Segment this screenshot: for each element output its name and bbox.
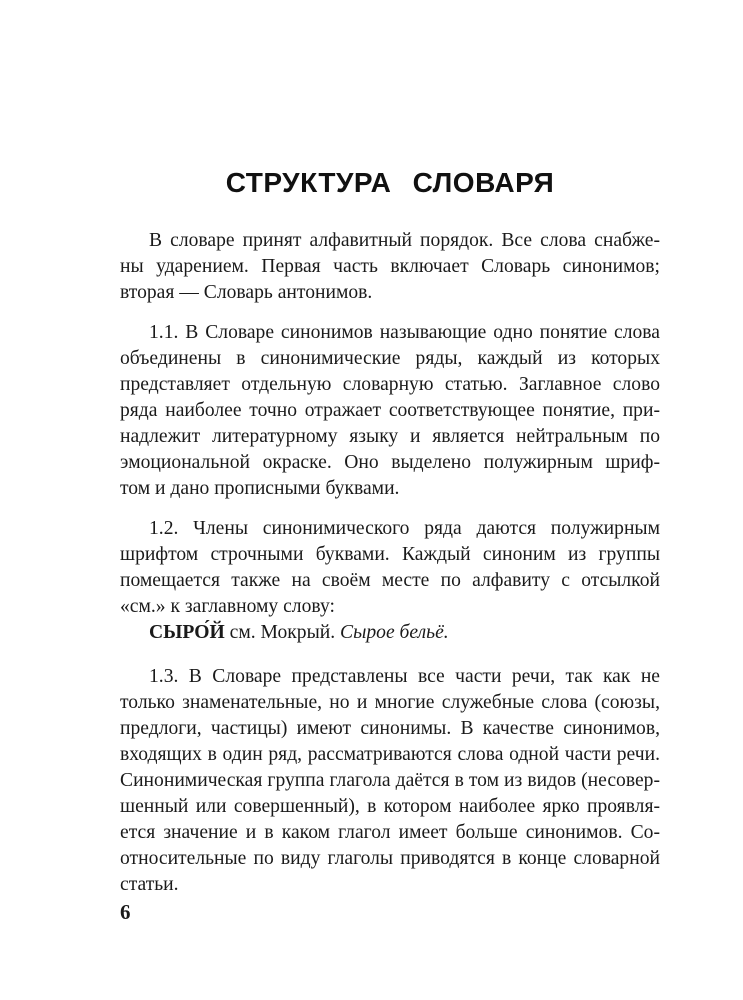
paragraph-p12 [120, 516, 660, 620]
text-line: ны ударением. Первая часть включает Словарь синонимов; [120, 256, 660, 277]
text-line: «см.» к заглавному слову: [120, 596, 335, 617]
text-line: том и дано прописными буквами. [120, 478, 400, 499]
text-line: Синонимическая группа глагола даётся в том из видов (несовер- [120, 770, 660, 791]
text-line: 1.3. В Словаре представлены все части речи, так как не [149, 666, 660, 687]
paragraph-intro [120, 228, 660, 306]
text-line: 1.2. Члены синонимического ряда даются полужирным [149, 518, 660, 539]
text-line: шенный или совершенный), в котором наиболее ярко проявля- [120, 796, 660, 817]
text-line: ется значение и в каком глагол имеет больше синонимов. Со- [120, 822, 660, 843]
example-line [120, 620, 660, 646]
text-line: предлоги, частицы) имеют синонимы. В качестве синонимов, [120, 718, 660, 739]
text-line: надлежит литературному языку и является нейтральным по [120, 426, 660, 447]
paragraph-example [120, 620, 660, 646]
text-line: ряда наиболее точно отражает соответствующее понятие, при- [120, 400, 660, 421]
text-line: статьи. [120, 874, 179, 895]
example-reference: см. Мокрый. [224, 622, 341, 643]
text-line: эмоциональной окраске. Оно выделено полужирным шриф- [120, 452, 660, 473]
page-number: 6 [120, 900, 131, 924]
text-line: относительные по виду глаголы приводятся в конце словарной [120, 848, 660, 869]
text-line: шрифтом строчными буквами. Каждый синоним из группы [120, 544, 660, 565]
text-line: объединены в синонимические ряды, каждый из которых [120, 348, 660, 369]
text-line: входящих в один ряд, рассматриваются слова одной части речи. [120, 744, 660, 765]
page-title: СТРУКТУРА СЛОВАРЯ [225, 167, 555, 198]
text-line: 1.1. В Словаре синонимов называющие одно понятие слова [149, 322, 660, 343]
page-content [120, 168, 660, 898]
text-line: представляет отдельную словарную статью. Заглавное слово [120, 374, 660, 395]
paragraph-p11 [120, 320, 660, 502]
text-line: В словаре принят алфавитный порядок. Все слова снабже- [149, 230, 660, 251]
example-headword: СЫРО́Й [149, 622, 225, 643]
text-line: вторая — Словарь антонимов. [120, 282, 373, 303]
example-usage: Сырое бельё. [340, 622, 449, 643]
text-line: только знаменательные, но и многие служебные слова (союзы, [120, 692, 660, 713]
text-line: помещается также на своём месте по алфавиту с отсылкой [120, 570, 660, 591]
paragraphs [120, 228, 660, 898]
paragraph-p13 [120, 664, 660, 898]
